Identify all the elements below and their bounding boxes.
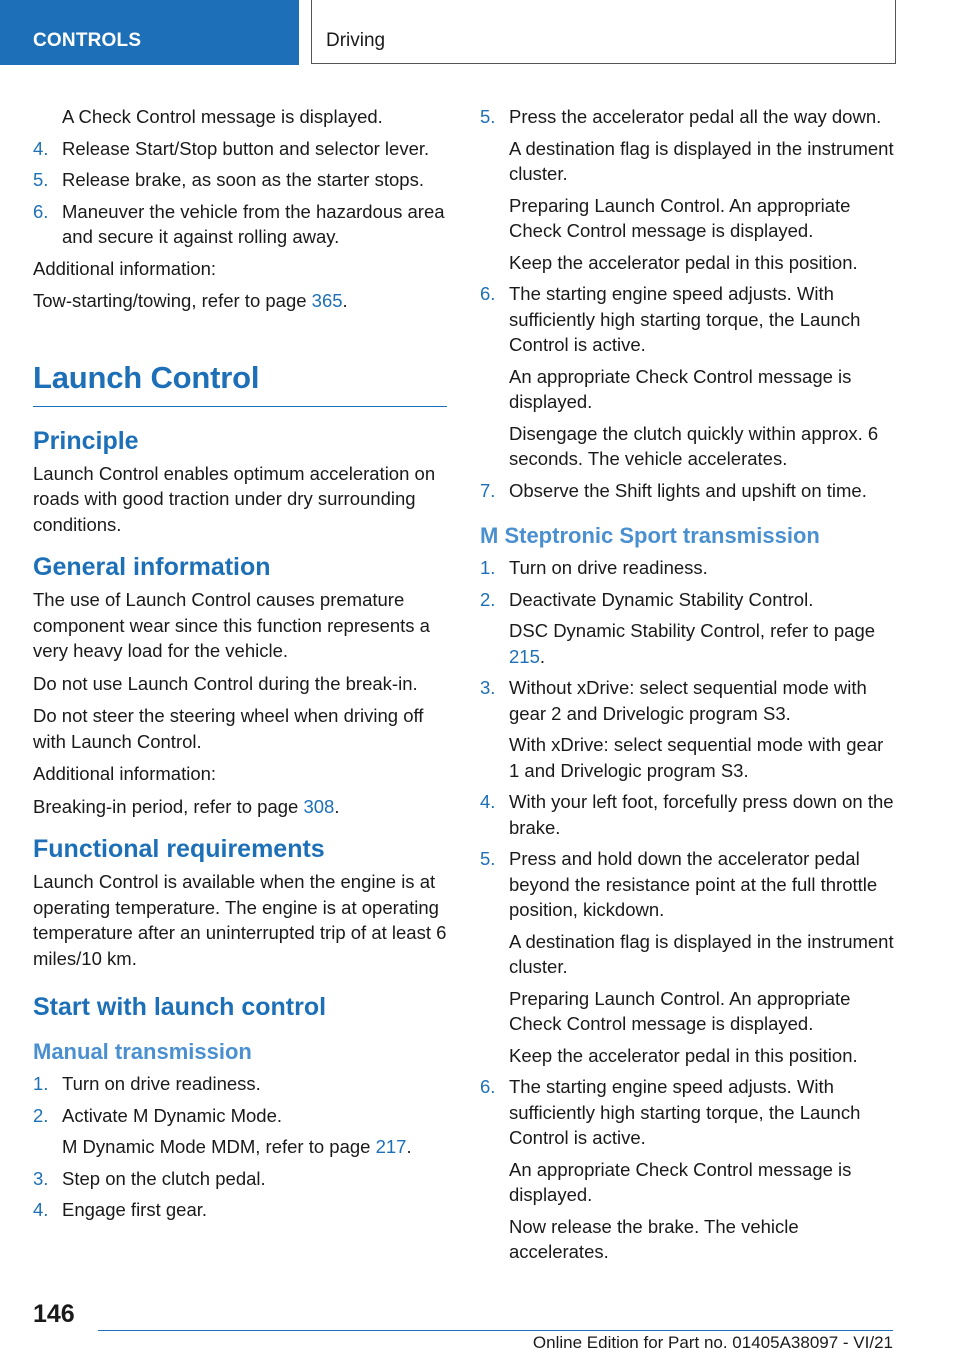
list-item (480, 846, 898, 923)
principle-text: Launch Control enables optimum acceleration on roads with good traction under dry surrounding conditions. (33, 462, 436, 535)
step-subtext: A destination flag is displayed in the instrument cluster. (509, 930, 894, 977)
step-subtext: Now release the brake. The vehicle accelerates. (509, 1215, 799, 1262)
step-subtext: Preparing Launch Control. An appropriate Check Control message is displayed. (509, 987, 851, 1034)
step-number: 4. (33, 1199, 49, 1220)
step-number: 6. (480, 1076, 496, 1097)
list-item (33, 167, 447, 193)
page-link-215[interactable]: 215 (509, 645, 540, 667)
step-number: 1. (480, 557, 496, 578)
list-item (33, 1166, 447, 1192)
paragraph: Do not steer the steering wheel when driving off with Launch Control. (33, 705, 424, 752)
section-heading-functional: Functional requirements (33, 835, 325, 863)
list-item (480, 555, 898, 581)
breakin-reference: Breaking-in period, refer to page 308. (33, 795, 340, 817)
step-text: Deactivate Dynamic Stability Control. (509, 588, 814, 610)
step-number: 5. (33, 169, 49, 190)
step-number: 3. (480, 677, 496, 698)
paragraph: Launch Control is available when the engine is at operating temperature. The engine is at operating temperature after an uninterrupted trip of at least 6 miles/10 km. (33, 871, 447, 969)
list-item (33, 136, 447, 162)
subheading-steptronic: M Steptronic Sport transmission (480, 523, 820, 548)
step-text: Press the accelerator pedal all the way down. (509, 106, 882, 127)
paragraph: Do not use Launch Control during the break-in. (33, 672, 418, 694)
footer-rule (98, 1330, 893, 1331)
step-text: The starting engine speed adjusts. With sufficiently high starting torque, the Launch Control is active. (509, 1076, 861, 1148)
paragraph: The use of Launch Control causes premature component wear since this function represents a very heavy load for the vehicle. (33, 589, 430, 661)
page-link-365[interactable]: 365 (311, 290, 343, 311)
step-number: 4. (33, 137, 49, 159)
list-item (480, 281, 898, 358)
step-number: 2. (480, 588, 496, 610)
step-continuation: A Check Control message is displayed. (62, 106, 383, 127)
heading-rule (33, 406, 447, 407)
additional-info-label: Additional information: (33, 763, 217, 784)
section-heading-start: Start with launch control (33, 993, 327, 1021)
list-item (33, 1071, 447, 1097)
step-number: 3. (33, 1167, 49, 1189)
list-item (480, 789, 898, 840)
step-number: 6. (480, 283, 496, 304)
edition-footer: Online Edition for Part no. 01405A38097 - VI/21 (532, 1333, 893, 1352)
step-subtext: A destination flag is displayed in the instrument cluster. (509, 137, 894, 184)
page-link-308[interactable]: 308 (303, 795, 335, 817)
step-number: 7. (480, 479, 496, 501)
step-text: Turn on drive readiness. (62, 1073, 261, 1094)
section-heading-general: General information (33, 553, 271, 581)
right-column (480, 104, 898, 1271)
list-item (33, 1197, 447, 1223)
step-number: 1. (33, 1073, 49, 1094)
left-column (33, 104, 447, 1229)
section-title: CONTROLS (33, 30, 142, 51)
list-item (33, 1103, 447, 1129)
step-subtext: Preparing Launch Control. An appropriate Check Control message is displayed. (509, 194, 851, 241)
section-tab (0, 0, 299, 65)
step-subtext: Keep the accelerator pedal in this position. (509, 251, 858, 273)
page-link-217[interactable]: 217 (375, 1136, 407, 1157)
step-subtext: An appropriate Check Control message is displayed. (509, 1158, 852, 1205)
step-subtext: DSC Dynamic Stability Control, refer to page 215. (509, 620, 876, 667)
step-subtext: An appropriate Check Control message is displayed. (509, 365, 852, 412)
step-number: 5. (480, 106, 496, 127)
step-subtext: Keep the accelerator pedal in this position. (509, 1044, 858, 1066)
list-item (480, 1074, 898, 1151)
step-number: 5. (480, 848, 496, 869)
step-subtext: Disengage the clutch quickly within approx. 6 seconds. The vehicle accelerates. (509, 422, 879, 469)
step-number: 2. (33, 1104, 49, 1126)
step-text: Step on the clutch pedal. (62, 1167, 266, 1189)
step-text: Turn on drive readiness. (509, 557, 708, 578)
list-item (480, 675, 898, 726)
step-text: Release Start/Stop button and selector lever. (62, 137, 430, 159)
chapter-title: Driving (326, 30, 386, 51)
step-subtext: M Dynamic Mode MDM, refer to page 217. (62, 1136, 412, 1157)
list-item (480, 587, 898, 613)
chapter-tab (311, 0, 896, 64)
step-text: Press and hold down the accelerator pedal beyond the resistance point at the full throttle position, kickdown. (509, 848, 878, 920)
step-text: Release brake, as soon as the starter stops. (62, 169, 424, 190)
step-text: Engage first gear. (62, 1199, 208, 1220)
step-text: With your left foot, forcefully press down on the brake. (509, 791, 894, 838)
step-text: The starting engine speed adjusts. With sufficiently high starting torque, the Launch Control is active. (509, 283, 861, 355)
step-text: Observe the Shift lights and upshift on time. (509, 479, 867, 501)
tow-reference: Tow-starting/towing, refer to page 365. (33, 290, 348, 311)
section-heading-principle: Principle (33, 426, 139, 455)
step-text: Activate M Dynamic Mode. (62, 1104, 283, 1126)
list-item (480, 104, 898, 130)
step-number: 6. (33, 200, 49, 222)
list-item (33, 199, 447, 250)
step-text: Maneuver the vehicle from the hazardous area and secure it against rolling away. (62, 200, 445, 247)
step-text: Without xDrive: select sequential mode with gear 2 and Drivelogic program S3. (509, 677, 867, 724)
chapter-heading: Launch Control (33, 359, 260, 395)
page-number: 146 (33, 1300, 75, 1328)
step-number: 4. (480, 791, 496, 812)
subheading-manual: Manual transmission (33, 1039, 252, 1064)
step-subtext: With xDrive: select sequential mode with gear 1 and Drivelogic program S3. (509, 734, 884, 781)
additional-info-label: Additional information: (33, 257, 217, 279)
list-item (480, 478, 898, 504)
